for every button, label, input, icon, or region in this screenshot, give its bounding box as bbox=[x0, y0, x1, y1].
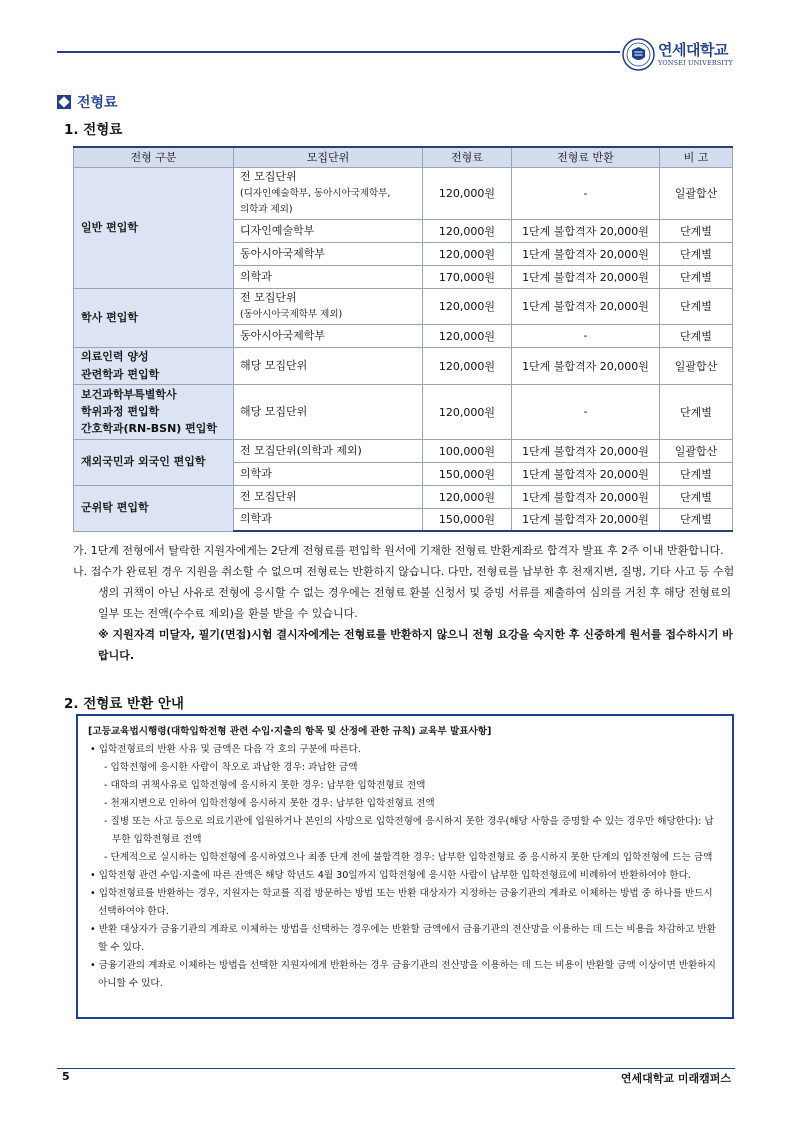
rule-item: • 입학전형료의 반환 사유 및 금액은 다음 각 호의 구분에 따른다. bbox=[90, 744, 361, 755]
table-row bbox=[74, 288, 733, 324]
university-seal-icon bbox=[622, 38, 655, 71]
table-row bbox=[74, 439, 733, 462]
note-cell: 단계별 bbox=[660, 242, 733, 265]
section-bullet-icon bbox=[57, 95, 71, 109]
category-cell: 일반 편입학 bbox=[74, 167, 234, 288]
unit-note: (동아시아국제학부 제외) bbox=[240, 309, 343, 320]
note-cell: 일괄합산 bbox=[660, 439, 733, 462]
fee-cell: 120,000원 bbox=[423, 347, 512, 384]
header-category: 전형 구분 bbox=[74, 147, 234, 167]
fee-cell: 100,000원 bbox=[423, 439, 512, 462]
unit-text: 전 모집단위 bbox=[240, 170, 297, 184]
refund-cell: 1단계 불합격자 20,000원 bbox=[512, 219, 660, 242]
note-cell: 단계별 bbox=[660, 485, 733, 508]
logo-name: 연세대학교 bbox=[658, 41, 728, 59]
refund-cell: 1단계 불합격자 20,000원 bbox=[512, 508, 660, 531]
header-fee: 전형료 bbox=[423, 147, 512, 167]
fee-cell: 150,000원 bbox=[423, 462, 512, 485]
university-logo bbox=[622, 38, 737, 74]
logo-english-name: YONSEI UNIVERSITY bbox=[658, 59, 734, 67]
category-cell: 의료인력 양성 관련학과 편입학 bbox=[74, 347, 234, 384]
section-title-text: 전형료 bbox=[77, 95, 118, 111]
page-number: 5 bbox=[62, 1070, 70, 1083]
refund-cell: 1단계 불합격자 20,000원 bbox=[512, 288, 660, 324]
warning-note: ※ 지원자격 미달자, 필기(면접)시험 결시자에게는 전형료를 반환하지 않으니 전형 요강을 숙지한 후 신중하게 원서를 접수하시기 바랍니다. bbox=[98, 628, 733, 662]
rule-item: • 입학전형 관련 수입·지출에 따른 잔액은 해당 학년도 4월 30일까지 입학전형에 응시한 사람이 납부한 입학전형료에 비례하여 반환하여야 한다. bbox=[90, 870, 691, 881]
header-refund: 전형료 반환 bbox=[512, 147, 660, 167]
rule-subitem: - 천재지변으로 인하여 입학전형에 응시하지 못한 경우: 납부한 입학전형료 전액 bbox=[104, 798, 435, 809]
unit-cell: 동아시아국제학부 bbox=[234, 242, 423, 265]
header-note: 비 고 bbox=[660, 147, 733, 167]
unit-text: 전 모집단위 bbox=[240, 291, 297, 305]
note-cell: 단계별 bbox=[660, 508, 733, 531]
note-cell: 단계별 bbox=[660, 288, 733, 324]
note-cell: 단계별 bbox=[660, 324, 733, 347]
fee-cell: 120,000원 bbox=[423, 242, 512, 265]
note-cell: 단계별 bbox=[660, 384, 733, 439]
note-cell: 단계별 bbox=[660, 462, 733, 485]
note-ga: 가. 1단계 전형에서 탈락한 지원자에게는 2단계 전형료를 편입학 원서에 기재한 전형료 반환계좌로 합격자 발표 후 2주 이내 반환합니다. bbox=[73, 544, 724, 557]
refund-cell: 1단계 불합격자 20,000원 bbox=[512, 347, 660, 384]
refund-cell: - bbox=[512, 384, 660, 439]
header-unit: 모집단위 bbox=[234, 147, 423, 167]
unit-cell: 의학과 bbox=[234, 508, 423, 531]
refund-cell: 1단계 불합격자 20,000원 bbox=[512, 485, 660, 508]
fee-cell: 170,000원 bbox=[423, 265, 512, 288]
unit-cell: 디자인예술학부 bbox=[234, 219, 423, 242]
fee-table bbox=[73, 146, 733, 532]
refund-cell: 1단계 불합격자 20,000원 bbox=[512, 265, 660, 288]
table-header-row bbox=[74, 147, 733, 167]
note-cell: 일괄합산 bbox=[660, 347, 733, 384]
rule-subitem: - 질병 또는 사고 등으로 의료기관에 입원하거나 본인의 사망으로 입학전형에 응시하지 못한 경우(해당 사항을 증명할 수 있는 경우만 해당한다): 납부한 입학전형료 전액 bbox=[104, 816, 714, 845]
fee-notes bbox=[73, 540, 735, 666]
rule-item: • 반환 대상자가 금융기관의 계좌로 이체하는 방법을 선택하는 경우에는 반환할 금액에서 금융기관의 전산망을 이용하는 데 드는 비용을 차감하고 반환할 수 있다. bbox=[90, 924, 716, 953]
subsection-title-refund: 2. 전형료 반환 안내 bbox=[64, 696, 184, 712]
rule-subitem: - 단계적으로 실시하는 입학전형에 응시하였으나 최종 단계 전에 불합격한 경우: 납부한 입학전형료 중 응시하지 못한 단계의 입학전형에 드는 금액 bbox=[104, 852, 713, 863]
header-rule bbox=[57, 51, 620, 53]
note-cell: 단계별 bbox=[660, 219, 733, 242]
rule-item: • 입학전형료를 반환하는 경우, 지원자는 학교를 직접 방문하는 방법 또는 반환 대상자가 지정하는 금융기관의 계좌로 이체하는 방법 중 하나를 반드시 선택하여야 한다. bbox=[90, 888, 713, 917]
refund-cell: 1단계 불합격자 20,000원 bbox=[512, 462, 660, 485]
rules-heading: [고등교육법시행령(대학입학전형 관련 수입·지출의 항목 및 산정에 관한 규칙) 교육부 발표사항] bbox=[88, 726, 492, 737]
campus-name: 연세대학교 미래캠퍼스 bbox=[620, 1072, 731, 1085]
rule-subitem: - 대학의 귀책사유로 입학전형에 응시하지 못한 경우: 납부한 입학전형료 전액 bbox=[104, 780, 426, 791]
unit-cell bbox=[234, 167, 423, 219]
subsection-title-fee: 1. 전형료 bbox=[64, 122, 123, 138]
unit-cell: 의학과 bbox=[234, 265, 423, 288]
unit-cell: 전 모집단위 bbox=[234, 485, 423, 508]
fee-cell: 150,000원 bbox=[423, 508, 512, 531]
category-cell: 재외국민과 외국인 편입학 bbox=[74, 439, 234, 485]
section-title bbox=[57, 92, 118, 112]
rule-item: • 금융기관의 계좌로 이체하는 방법을 선택한 지원자에게 반환하는 경우 금융기관의 전산망을 이용하는 데 드는 비용이 반환할 금액 이상이면 반환하지 아니할 수 있다. bbox=[90, 960, 716, 989]
footer-rule bbox=[57, 1068, 735, 1069]
fee-cell: 120,000원 bbox=[423, 485, 512, 508]
note-na: 나. 접수가 완료된 경우 지원을 취소할 수 없으며 전형료는 반환하지 않습니다. 다만, 전형료를 납부한 후 천재지변, 질병, 기타 사고 등 수험생의 귀책이 아닌 사유로 전형에 응시할 수 없는 경우에는 전형료 환불 신청서 및 증빙 서류를 제출하여 심의를 거친 후 해당 전형료의 일부 또는 전액(수수료 제외)을 환불 받을 수 있습니다. bbox=[73, 565, 735, 620]
unit-cell bbox=[234, 288, 423, 324]
table-row bbox=[74, 485, 733, 508]
category-cell: 보건과학부특별학사 학위과정 편입학 간호학과(RN-BSN) 편입학 bbox=[74, 384, 234, 439]
unit-cell: 동아시아국제학부 bbox=[234, 324, 423, 347]
category-cell: 군위탁 편입학 bbox=[74, 485, 234, 531]
table-row bbox=[74, 347, 733, 384]
fee-cell: 120,000원 bbox=[423, 384, 512, 439]
fee-cell: 120,000원 bbox=[423, 324, 512, 347]
refund-cell: - bbox=[512, 167, 660, 219]
rule-subitem: - 입학전형에 응시한 사람이 착오로 과납한 경우: 과납한 금액 bbox=[104, 762, 358, 773]
fee-cell: 120,000원 bbox=[423, 288, 512, 324]
refund-cell: 1단계 불합격자 20,000원 bbox=[512, 242, 660, 265]
fee-cell: 120,000원 bbox=[423, 167, 512, 219]
unit-cell: 전 모집단위(의학과 제외) bbox=[234, 439, 423, 462]
note-cell: 단계별 bbox=[660, 265, 733, 288]
fee-cell: 120,000원 bbox=[423, 219, 512, 242]
unit-note: (디자인예술학부, 동아시아국제학부, 의학과 제외) bbox=[240, 188, 391, 215]
unit-cell: 의학과 bbox=[234, 462, 423, 485]
unit-cell: 해당 모집단위 bbox=[234, 384, 423, 439]
category-cell: 학사 편입학 bbox=[74, 288, 234, 347]
table-row bbox=[74, 384, 733, 439]
table-row bbox=[74, 167, 733, 219]
unit-cell: 해당 모집단위 bbox=[234, 347, 423, 384]
note-cell: 일괄합산 bbox=[660, 167, 733, 219]
refund-cell: 1단계 불합격자 20,000원 bbox=[512, 439, 660, 462]
refund-rules-box bbox=[76, 714, 734, 1019]
refund-cell: - bbox=[512, 324, 660, 347]
